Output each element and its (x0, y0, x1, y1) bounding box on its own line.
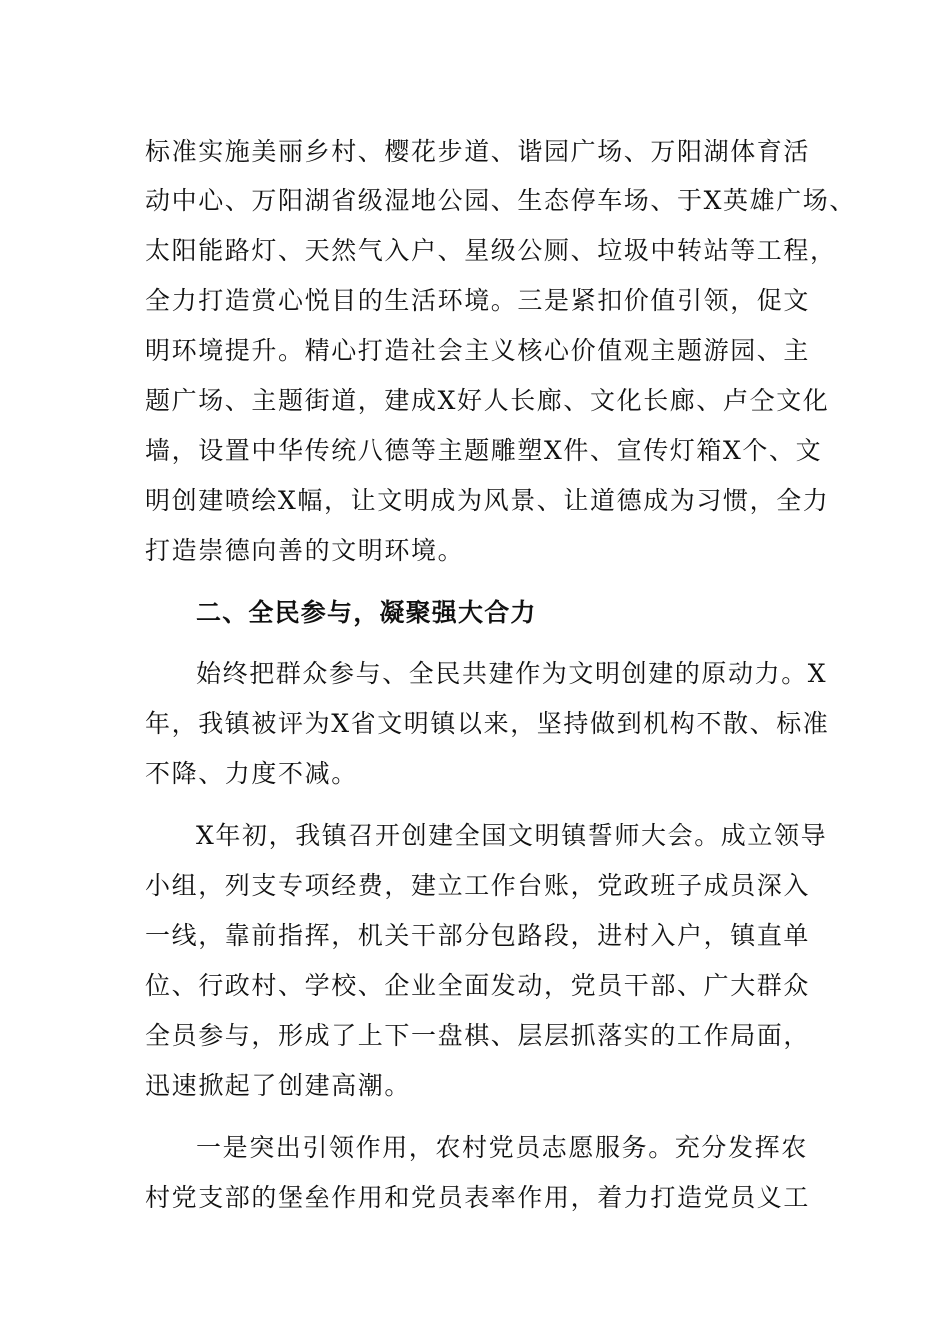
text-line: 明环境提升。精心打造社会主义核心价值观主题游园、主 (145, 336, 811, 365)
section-heading: 二、全民参与，凝聚强大合力 (196, 598, 537, 627)
text-line: 位、行政村、学校、企业全面发动，党员干部、广大群众 (145, 971, 811, 1000)
text-line: 迅速掀起了创建高潮。 (145, 1071, 412, 1100)
text-line: 太阳能路灯、天然气入户、星级公厕、垃圾中转站等工程， (145, 236, 837, 265)
text-line: 年，我镇被评为X省文明镇以来，坚持做到机构不散、标准 (145, 709, 830, 738)
text-line: 墙，设置中华传统八德等主题雕塑X件、宣传灯箱X个、文 (145, 436, 823, 465)
text-line: 不降、力度不减。 (145, 759, 358, 788)
text-line: 村党支部的堡垒作用和党员表率作用，着力打造党员义工 (145, 1183, 811, 1212)
text-line: 一线，靠前指挥，机关干部分包路段，进村入户，镇直单 (145, 921, 811, 950)
text-line: 动中心、万阳湖省级湿地公园、生态停车场、于X英雄广场、 (145, 186, 856, 215)
paragraph-first-line: X年初，我镇召开创建全国文明镇誓师大会。成立领导 (196, 821, 828, 850)
text-line: 全员参与，形成了上下一盘棋、层层抓落实的工作局面， (145, 1021, 811, 1050)
paragraph-first-line: 始终把群众参与、全民共建作为文明创建的原动力。X (196, 659, 828, 688)
text-line: 标准实施美丽乡村、樱花步道、谐园广场、万阳湖体育活 (145, 137, 811, 166)
paragraph-first-line: 一是突出引领作用，农村党员志愿服务。充分发挥农 (196, 1133, 808, 1162)
text-line: 全力打造赏心悦目的生活环境。三是紧扣价值引领，促文 (145, 286, 811, 315)
text-line: 题广场、主题街道，建成X好人长廊、文化长廊、卢仝文化 (145, 386, 830, 415)
text-line: 打造崇德向善的文明环境。 (145, 536, 465, 565)
text-line: 小组，列支专项经费，建立工作台账，党政班子成员深入 (145, 871, 811, 900)
text-line: 明创建喷绘X幅，让文明成为风景、让道德成为习惯，全力 (145, 486, 830, 515)
